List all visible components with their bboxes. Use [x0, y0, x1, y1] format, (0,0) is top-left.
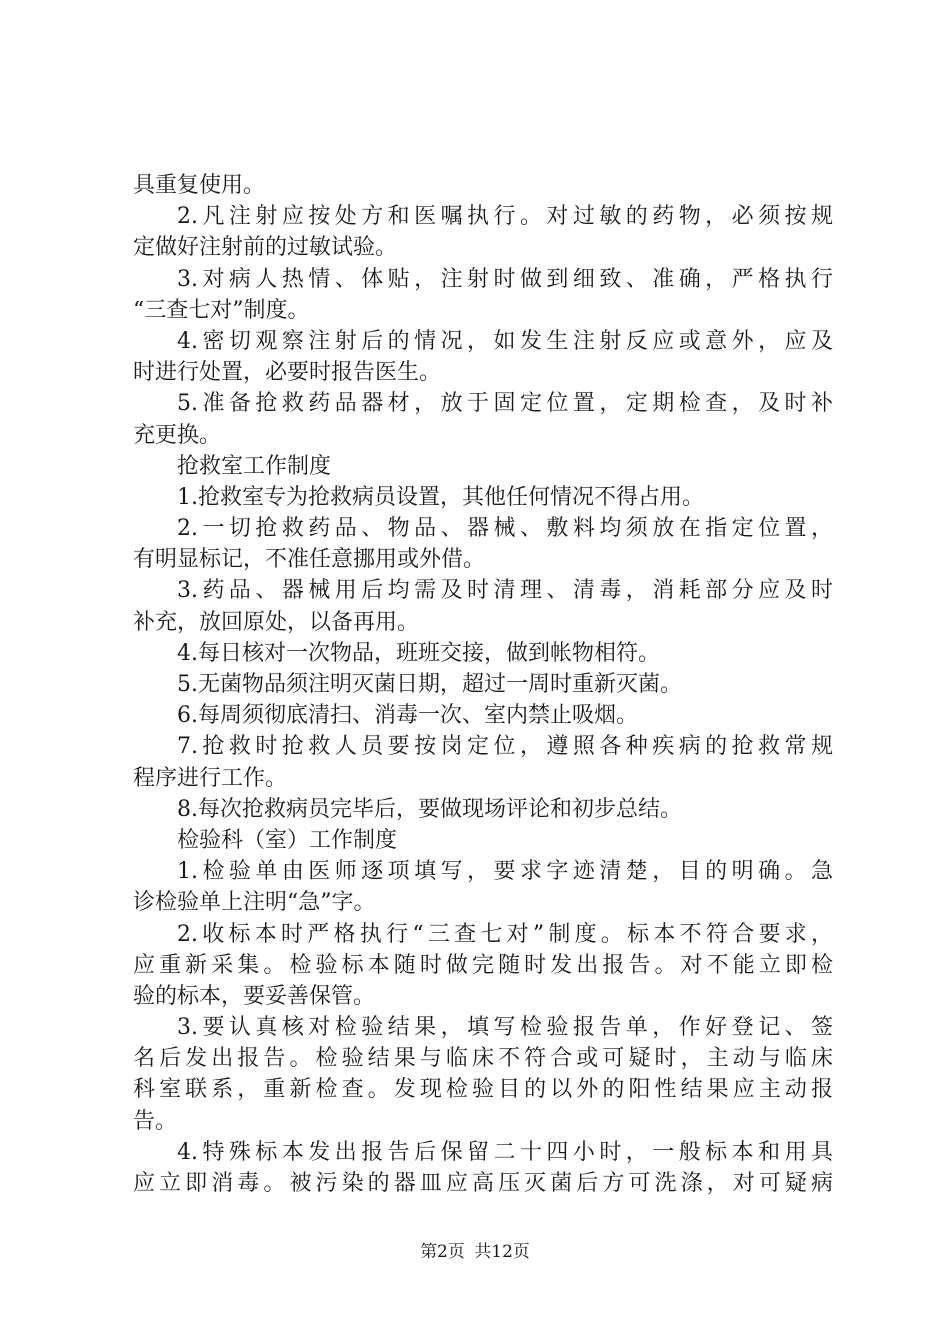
text-line: 有明显标记，不准任意挪用或外借。 [133, 547, 486, 573]
text-line: 具重复使用。 [133, 173, 266, 198]
text-line: 1.检验单由医师逐项填写，要求字迹清楚，目的明确。急 [177, 859, 833, 885]
text-line: 程序进行工作。 [133, 765, 288, 791]
text-line: 验的标本，要妥善保管。 [133, 983, 376, 1009]
text-line: 5.无菌物品须注明灭菌日期，超过一周时重新灭菌。 [177, 672, 682, 697]
document-body [133, 170, 833, 1199]
text-line: 5.准备抢救药品器材，放于固定位置，定期检查，及时补 [177, 391, 833, 417]
text-line: 2.一切抢救药品、物品、器械、敷料均须放在指定位置， [177, 516, 833, 542]
page-number-total: 共12页 [474, 1242, 530, 1262]
page-footer [0, 1240, 950, 1264]
text-line: 诊检验单上注明“急”字。 [133, 890, 376, 916]
text-line: 3.对病人热情、体贴，注射时做到细致、准确，严格执行 [177, 266, 833, 292]
text-line: 科室联系，重新检查。发现检验目的以外的阳性结果应主动报 [133, 1077, 833, 1103]
text-line: 应重新采集。检验标本随时做完随时发出报告。对不能立即检 [133, 952, 833, 978]
text-line: 3.药品、器械用后均需及时清理、清毒，消耗部分应及时 [177, 578, 833, 604]
text-line: 抢救室工作制度 [177, 453, 332, 479]
text-line: 检验科（室）工作制度 [177, 827, 398, 853]
text-line: 补充，放回原处，以备再用。 [133, 609, 420, 635]
text-line: 2.收标本时严格执行“三查七对”制度。标本不符合要求， [177, 921, 833, 947]
text-line: 1.抢救室专为抢救病员设置，其他任何情况不得占用。 [177, 484, 704, 510]
text-line: 名后发出报告。检验结果与临床不符合或可疑时，主动与临床 [133, 1046, 833, 1072]
text-line: 8.每次抢救病员完毕后，要做现场评论和初步总结。 [177, 796, 682, 822]
text-line: 4.密切观察注射后的情况，如发生注射反应或意外，应及 [177, 328, 833, 354]
text-line: 4.特殊标本发出报告后保留二十四小时，一般标本和用具 [177, 1139, 833, 1165]
text-line: 4.每日核对一次物品，班班交接，做到帐物相符。 [177, 640, 660, 666]
text-line: 6.每周须彻底清扫、消毒一次、室内禁止吸烟。 [177, 703, 638, 729]
text-line: 3.要认真核对检验结果，填写检验报告单，作好登记、签 [177, 1015, 833, 1041]
text-line: 定做好注射前的过敏试验。 [133, 235, 398, 261]
text-line: 时进行处置，必要时报告医生。 [133, 360, 442, 386]
text-line: 充更换。 [133, 422, 222, 448]
text-line: 应立即消毒。被污染的器皿应高压灭菌后方可洗涤，对可疑病 [133, 1171, 833, 1196]
text-line: 7.抢救时抢救人员要按岗定位，遵照各种疾病的抢救常规 [177, 734, 833, 760]
text-line: 告。 [133, 1108, 178, 1134]
page-number-current: 第2页 [420, 1242, 465, 1262]
text-line: “三查七对”制度。 [133, 297, 310, 323]
text-line: 2.凡注射应按处方和医嘱执行。对过敏的药物，必须按规 [177, 204, 833, 230]
